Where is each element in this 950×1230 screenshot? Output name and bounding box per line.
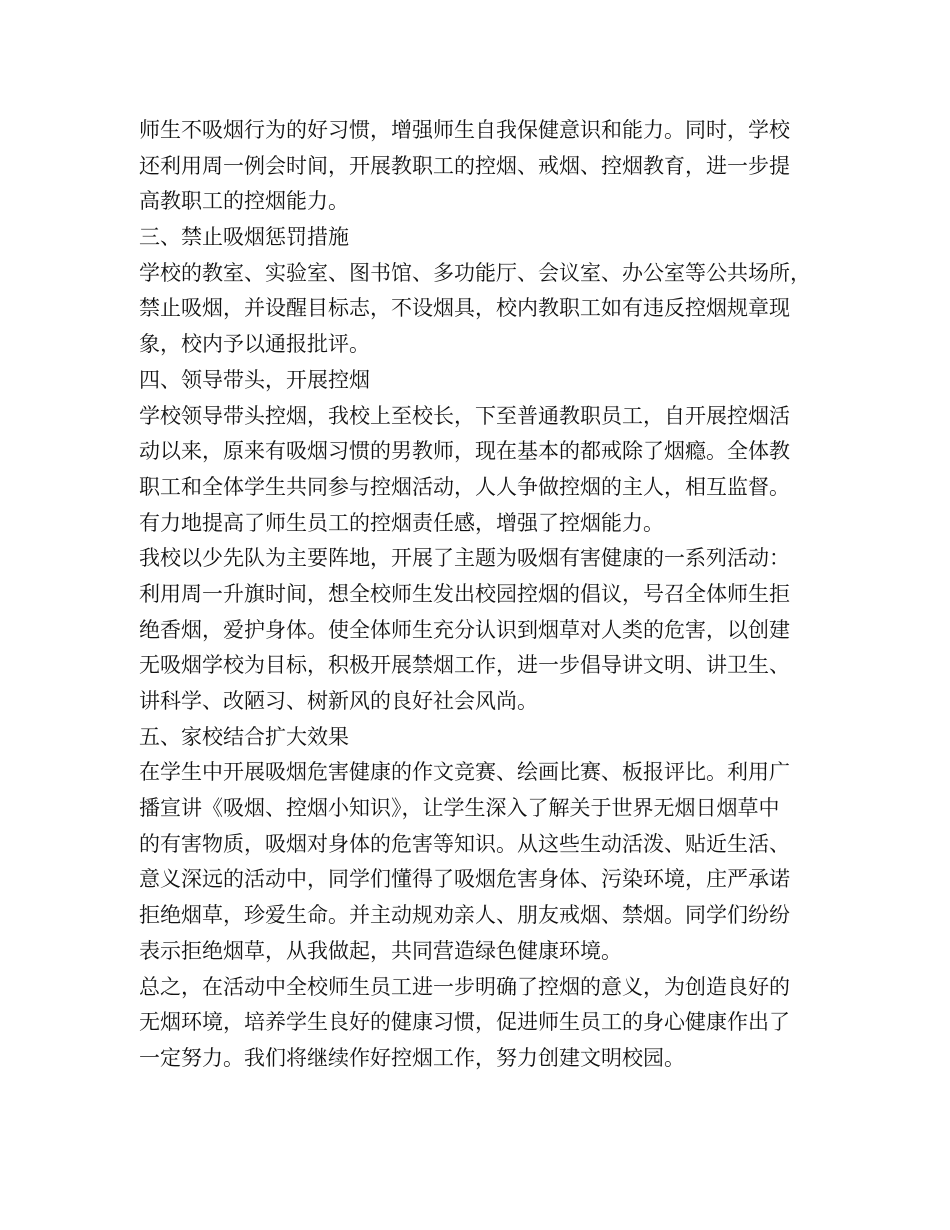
text-line: 总之，在活动中全校师生员工进一步明确了控烟的意义，为创造良好的 [139, 974, 790, 999]
text-line: 利用周一升旗时间，想全校师生发出校园控烟的倡议，号召全体师生拒 [139, 581, 790, 606]
text-line: 象，校内予以通报批评。 [139, 332, 370, 357]
text-line: 职工和全体学生共同参与控烟活动，人人争做控烟的主人，相互监督。 [139, 474, 790, 499]
text-line: 在学生中开展吸烟危害健康的作文竞赛、绘画比赛、板报评比。利用广 [139, 760, 790, 785]
text-line: 我校以少先队为主要阵地，开展了主题为吸烟有害健康的一系列活动： [139, 546, 790, 571]
text-line: 意义深远的活动中，同学们懂得了吸烟危害身体、污染环境，庄严承诺 [139, 867, 790, 892]
text-line: 一定努力。我们将继续作好控烟工作，努力创建文明校园。 [139, 1045, 685, 1070]
text-line: 讲科学、改陋习、树新风的良好社会风尚。 [139, 689, 538, 713]
text-line: 师生不吸烟行为的好习惯，增强师生自我保健意识和能力。同时，学校 [139, 118, 790, 142]
text-line: 的有害物质，吸烟对身体的危害等知识。从这些生动活泼、贴近生活、 [139, 831, 790, 856]
text-line: 播宣讲《吸烟、控烟小知识》，让学生深入了解关于世界无烟日烟草中 [139, 796, 780, 821]
text-line: 禁止吸烟，并设醒目标志，不设烟具，校内教职工如有违反控烟规章现 [139, 296, 790, 321]
text-line: 动以来，原来有吸烟习惯的男教师，现在基本的都戒除了烟瘾。全体教 [139, 439, 790, 464]
text-line: 绝香烟，爱护身体。使全体师生充分认识到烟草对人类的危害，以创建 [139, 617, 790, 642]
section-heading: 四、领导带头，开展控烟 [139, 367, 370, 392]
text-line: 高教职工的控烟能力。 [139, 189, 349, 214]
text-line: 学校领导带头控烟，我校上至校长，下至普通教职员工，自开展控烟活 [139, 403, 790, 428]
section-heading: 三、禁止吸烟惩罚措施 [139, 225, 349, 250]
text-line: 学校的教室、实验室、图书馆、多功能厅、会议室、办公室等公共场所， [139, 260, 811, 285]
text-line: 拒绝烟草，珍爱生命。并主动规劝亲人、朋友戒烟、禁烟。同学们纷纷 [139, 903, 790, 928]
text-line: 有力地提高了师生员工的控烟责任感，增强了控烟能力。 [139, 510, 664, 535]
text-line: 还利用周一例会时间，开展教职工的控烟、戒烟、控烟教育，进一步提 [139, 153, 790, 178]
text-line: 无烟环境，培养学生良好的健康习惯，促进师生员工的身心健康作出了 [139, 1010, 790, 1035]
text-line: 表示拒绝烟草，从我做起，共同营造绿色健康环境。 [139, 938, 622, 963]
document-body [139, 113, 829, 1077]
section-heading: 五、家校结合扩大效果 [139, 724, 349, 749]
text-line: 无吸烟学校为目标，积极开展禁烟工作，进一步倡导讲文明、讲卫生、 [139, 653, 790, 678]
